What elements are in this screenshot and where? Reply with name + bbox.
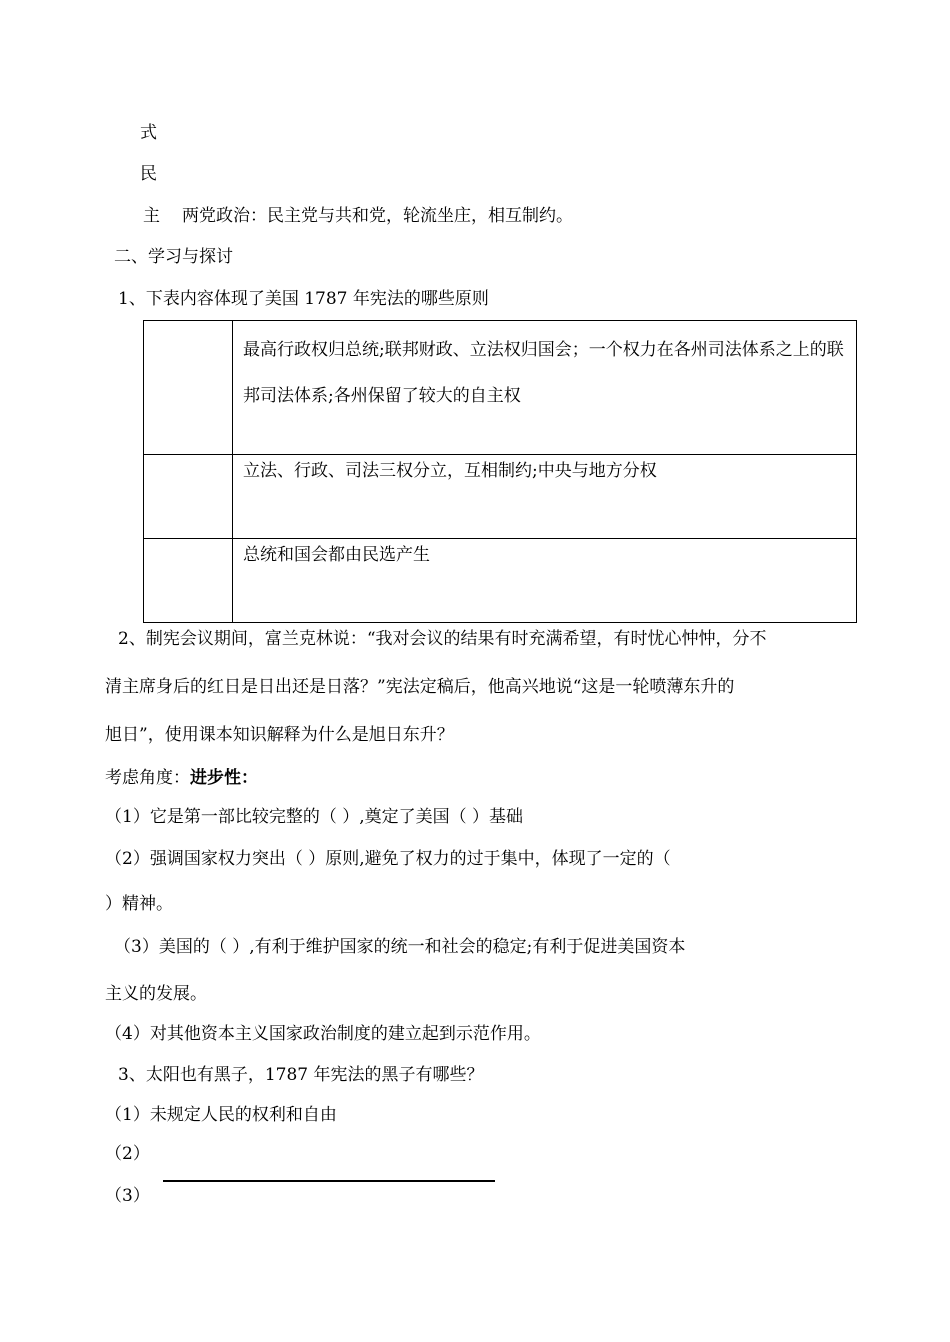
content-text: 总统和国会都由民选产生 xyxy=(243,545,430,565)
flaw-1: （1）未规定人民的权利和自由 xyxy=(105,1105,337,1125)
two-party-politics: 两党政治：民主党与共和党，轮流坐庄，相互制约。 xyxy=(182,206,573,226)
table-row xyxy=(144,455,857,539)
content-cell xyxy=(233,455,857,539)
point-4: （4）对其他资本主义国家政治制度的建立起到示范作用。 xyxy=(105,1024,541,1044)
principles-table xyxy=(143,320,857,623)
point-2: （2）强调国家权力突出（ ）原则,避免了权力的过于集中，体现了一定的（ xyxy=(105,849,671,869)
answer-cell xyxy=(144,455,233,539)
content-text: 最高行政权归总统;联邦财政、立法权归国会；一个权力在各州司法体系之上的联邦司法体系;各州保留了较大的自主权 xyxy=(243,340,844,406)
table-row xyxy=(144,321,857,455)
content-text: 立法、行政、司法三权分立，互相制约;中央与地方分权 xyxy=(243,461,657,481)
angle-value: 进步性： xyxy=(190,768,258,788)
angle-line xyxy=(105,767,258,789)
point-2-cont: ）精神。 xyxy=(105,894,173,914)
section-heading: 二、学习与探讨 xyxy=(114,247,233,267)
angle-label: 考虑角度： xyxy=(105,768,190,788)
fragment-zhu: 主 xyxy=(143,206,160,226)
answer-blank-line xyxy=(163,1180,495,1182)
fragment-min: 民 xyxy=(140,164,157,184)
point-3: （3）美国的（ ）,有利于维护国家的统一和社会的稳定;有利于促进美国资本 xyxy=(114,937,686,957)
point-1: （1）它是第一部比较完整的（ ）,奠定了美国（ ）基础 xyxy=(105,807,524,827)
question-2-line-2: 清主席身后的红日是日出还是日落？”宪法定稿后，他高兴地说“这是一轮喷薄东升的 xyxy=(105,677,735,697)
question-3: 3、太阳也有黑子，1787 年宪法的黑子有哪些？ xyxy=(118,1065,484,1085)
question-2-line-1: 2、制宪会议期间，富兰克林说：“我对会议的结果有时充满希望，有时忧心忡忡，分不 xyxy=(118,629,767,649)
answer-cell xyxy=(144,321,233,455)
table-row xyxy=(144,539,857,623)
content-cell xyxy=(233,321,857,455)
fragment-shi: 式 xyxy=(140,123,157,143)
answer-cell xyxy=(144,539,233,623)
question-2-line-3: 旭日”，使用课本知识解释为什么是旭日东升？ xyxy=(105,725,454,745)
point-3-cont: 主义的发展。 xyxy=(105,984,207,1004)
question-1: 1、下表内容体现了美国 1787 年宪法的哪些原则 xyxy=(118,289,489,309)
content-cell xyxy=(233,539,857,623)
flaw-3: （3） xyxy=(105,1186,150,1206)
flaw-2: （2） xyxy=(105,1144,150,1164)
